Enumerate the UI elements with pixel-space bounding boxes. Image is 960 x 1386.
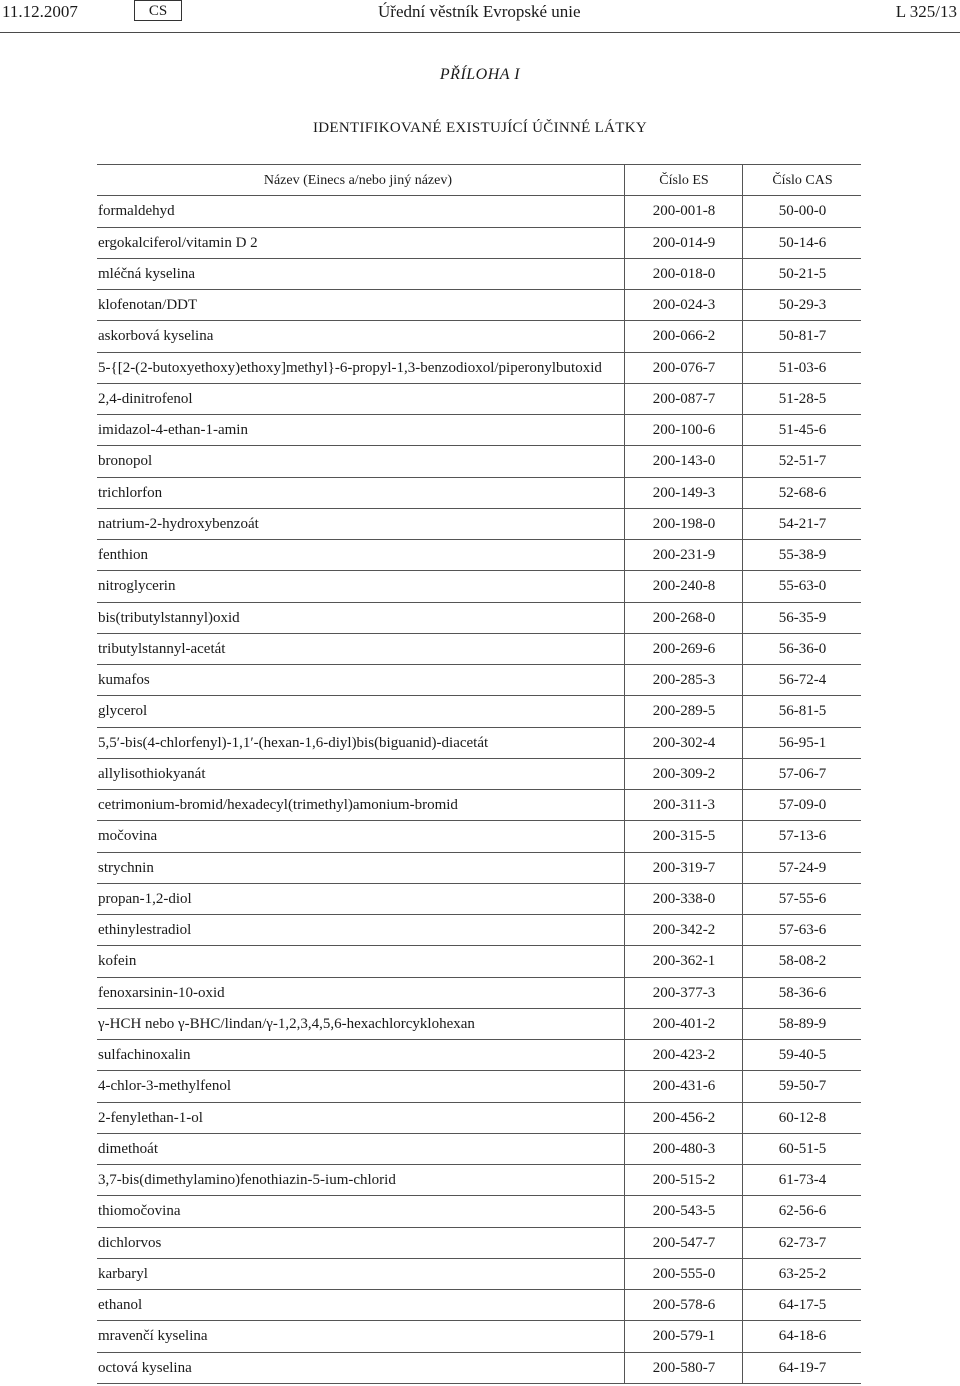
table-row — [97, 1103, 861, 1134]
cas-number: 57-63-6 — [742, 915, 862, 945]
ec-number: 200-543-5 — [624, 1196, 743, 1226]
cas-number: 58-36-6 — [742, 978, 862, 1008]
cas-number: 62-56-6 — [742, 1196, 862, 1226]
ec-number: 200-269-6 — [624, 634, 743, 664]
ec-number: 200-547-7 — [624, 1228, 743, 1258]
substance-name: mravenčí kyselina — [98, 1328, 208, 1345]
ec-number: 200-024-3 — [624, 290, 743, 320]
cas-number: 57-55-6 — [742, 884, 862, 914]
ec-number: 200-087-7 — [624, 384, 743, 414]
cas-number: 50-21-5 — [742, 259, 862, 289]
substance-name: propan-1,2-diol — [98, 890, 192, 907]
substance-name: kumafos — [98, 672, 150, 688]
substance-name: imidazol-4-ethan-1-amin — [98, 422, 248, 438]
cas-number: 56-95-1 — [742, 728, 862, 758]
substance-name: γ-HCH nebo γ-BHC/lindan/γ-1,2,3,4,5,6-hexachlorcyklohexan — [98, 1015, 475, 1032]
page-number: L 325/13 — [895, 2, 957, 21]
substance-name: cetrimonium-bromid/hexadecyl(trimethyl)amonium-bromid — [98, 797, 458, 813]
cas-number: 56-72-4 — [742, 665, 862, 695]
ec-number: 200-480-3 — [624, 1134, 743, 1164]
ec-number: 200-018-0 — [624, 259, 743, 289]
substance-name: mléčná kyselina — [98, 265, 196, 282]
cas-number: 51-03-6 — [742, 353, 862, 383]
table-row — [97, 196, 861, 227]
ec-number: 200-285-3 — [624, 665, 743, 695]
substances-table — [97, 164, 861, 1384]
ec-number: 200-315-5 — [624, 821, 743, 851]
annex-title: PŘÍLOHA I — [439, 66, 521, 83]
substance-name: askorbová kyselina — [98, 328, 214, 345]
table-row — [97, 1071, 861, 1102]
cas-number: 64-19-7 — [742, 1353, 862, 1383]
substance-name: fenthion — [98, 547, 148, 563]
ec-number: 200-362-1 — [624, 946, 743, 976]
substance-name: karbaryl — [98, 1265, 148, 1282]
cas-number: 56-81-5 — [742, 696, 862, 726]
cas-number: 56-35-9 — [742, 603, 862, 633]
ec-number: 200-001-8 — [624, 196, 743, 226]
table-row — [97, 728, 861, 759]
ec-number: 200-014-9 — [624, 228, 743, 258]
ec-number: 200-240-8 — [624, 571, 743, 601]
ec-number: 200-309-2 — [624, 759, 743, 789]
table-row — [97, 790, 861, 821]
substance-name: klofenotan/DDT — [98, 297, 198, 313]
table-row — [97, 415, 861, 446]
ec-number: 200-302-4 — [624, 728, 743, 758]
cas-number: 57-24-9 — [742, 853, 862, 883]
cas-number: 54-21-7 — [742, 509, 862, 539]
ec-number: 200-066-2 — [624, 321, 743, 351]
table-row — [97, 1321, 861, 1352]
ec-number: 200-456-2 — [624, 1103, 743, 1133]
table-row — [97, 821, 861, 852]
cas-number: 58-89-9 — [742, 1009, 862, 1039]
table-row — [97, 478, 861, 509]
table-row — [97, 509, 861, 540]
table-row — [97, 1134, 861, 1165]
cas-number: 50-81-7 — [742, 321, 862, 351]
substance-name: octová kyselina — [98, 1359, 192, 1376]
table-row — [97, 1165, 861, 1196]
table-row — [97, 696, 861, 727]
cas-number: 58-08-2 — [742, 946, 862, 976]
cas-number: 52-51-7 — [742, 446, 862, 476]
table-row — [97, 1259, 861, 1290]
substance-name: kofein — [98, 953, 137, 970]
cas-number: 57-13-6 — [742, 821, 862, 851]
substance-name: dimethoát — [98, 1140, 158, 1157]
table-row — [97, 634, 861, 665]
column-header-name: Název (Einecs a/nebo jiný název) — [263, 173, 452, 188]
ec-number: 200-319-7 — [624, 853, 743, 883]
section-title: IDENTIFIKOVANÉ EXISTUJÍCÍ ÚČINNÉ LÁTKY — [312, 120, 647, 136]
cas-number: 51-28-5 — [742, 384, 862, 414]
ec-number: 200-580-7 — [624, 1353, 743, 1383]
ec-number: 200-289-5 — [624, 696, 743, 726]
table-row — [97, 353, 861, 384]
substance-name: thiomočovina — [98, 1203, 181, 1220]
cas-number: 57-06-7 — [742, 759, 862, 789]
cas-number: 59-40-5 — [742, 1040, 862, 1070]
substance-name: bronopol — [98, 453, 153, 470]
substance-name: močovina — [98, 828, 158, 845]
table-header-row — [97, 165, 861, 196]
table-row — [97, 1228, 861, 1259]
ec-number: 200-268-0 — [624, 603, 743, 633]
ec-number: 200-338-0 — [624, 884, 743, 914]
table-row — [97, 915, 861, 946]
substance-name: tributylstannyl-acetát — [98, 640, 226, 657]
substance-name: 2,4-dinitrofenol — [98, 390, 193, 407]
table-row — [97, 946, 861, 977]
table-row — [97, 1353, 861, 1384]
substance-name: strychnin — [98, 859, 154, 876]
cas-number: 50-14-6 — [742, 228, 862, 258]
cas-number: 52-68-6 — [742, 478, 862, 508]
cas-number: 59-50-7 — [742, 1071, 862, 1101]
table-row — [97, 446, 861, 477]
substance-name: natrium-2-hydroxybenzoát — [98, 515, 259, 532]
table-row — [97, 540, 861, 571]
page-header — [0, 0, 960, 33]
cas-number: 57-09-0 — [742, 790, 862, 820]
cas-number: 56-36-0 — [742, 634, 862, 664]
substance-name: bis(tributylstannyl)oxid — [98, 609, 240, 626]
ec-number: 200-578-6 — [624, 1290, 743, 1320]
cas-number: 64-17-5 — [742, 1290, 862, 1320]
table-row — [97, 384, 861, 415]
substance-name: 2-fenylethan-1-ol — [98, 1109, 203, 1126]
ec-number: 200-377-3 — [624, 978, 743, 1008]
cas-number: 55-63-0 — [742, 571, 862, 601]
ec-number: 200-342-2 — [624, 915, 743, 945]
ec-number: 200-198-0 — [624, 509, 743, 539]
table-row — [97, 759, 861, 790]
substance-name: sulfachinoxalin — [98, 1047, 191, 1063]
table-row — [97, 321, 861, 352]
substance-name: fenoxarsinin-10-oxid — [98, 984, 225, 1001]
table-row — [97, 1290, 861, 1321]
cas-number: 63-25-2 — [742, 1259, 862, 1289]
ec-number: 200-311-3 — [624, 790, 743, 820]
table-row — [97, 1040, 861, 1071]
substance-name: 5,5′-bis(4-chlorfenyl)-1,1′-(hexan-1,6-diyl)bis(biguanid)-diacetát — [98, 734, 489, 751]
ec-number: 200-555-0 — [624, 1259, 743, 1289]
table-row — [97, 603, 861, 634]
cas-number: 60-12-8 — [742, 1103, 862, 1133]
ec-number: 200-515-2 — [624, 1165, 743, 1195]
column-header-es: Číslo ES — [624, 165, 743, 195]
table-row — [97, 290, 861, 321]
substance-name: nitroglycerin — [98, 578, 176, 595]
language-badge: CS — [134, 0, 182, 21]
cas-number: 55-38-9 — [742, 540, 862, 570]
substance-name: allylisothiokyanát — [98, 765, 206, 782]
cas-number: 61-73-4 — [742, 1165, 862, 1195]
substance-name: 3,7-bis(dimethylamino)fenothiazin-5-ium-chlorid — [98, 1172, 396, 1188]
ec-number: 200-431-6 — [624, 1071, 743, 1101]
substance-name: 5-{[2-(2-butoxyethoxy)ethoxy]methyl}-6-propyl-1,3-benzodioxol/piperonylbutoxid — [98, 359, 602, 376]
journal-title: Úřední věstník Evropské unie — [378, 2, 581, 21]
substance-name: ethanol — [98, 1297, 143, 1313]
ec-number: 200-143-0 — [624, 446, 743, 476]
ec-number: 200-231-9 — [624, 540, 743, 570]
publication-date: 11.12.2007 — [2, 2, 78, 21]
cas-number: 62-73-7 — [742, 1228, 862, 1258]
table-row — [97, 665, 861, 696]
substance-name: ethinylestradiol — [98, 922, 192, 938]
table-row — [97, 228, 861, 259]
table-row — [97, 884, 861, 915]
table-row — [97, 1196, 861, 1227]
substance-name: 4-chlor-3-methylfenol — [98, 1078, 231, 1095]
substance-name: trichlorfon — [98, 484, 163, 501]
cas-number: 50-29-3 — [742, 290, 862, 320]
ec-number: 200-149-3 — [624, 478, 743, 508]
cas-number: 64-18-6 — [742, 1321, 862, 1351]
ec-number: 200-401-2 — [624, 1009, 743, 1039]
ec-number: 200-100-6 — [624, 415, 743, 445]
substance-name: dichlorvos — [98, 1234, 162, 1251]
ec-number: 200-423-2 — [624, 1040, 743, 1070]
table-row — [97, 259, 861, 290]
table-row — [97, 853, 861, 884]
table-row — [97, 1009, 861, 1040]
cas-number: 60-51-5 — [742, 1134, 862, 1164]
cas-number: 51-45-6 — [742, 415, 862, 445]
substance-name: glycerol — [98, 703, 148, 720]
column-header-cas: Číslo CAS — [742, 165, 862, 195]
ec-number: 200-579-1 — [624, 1321, 743, 1351]
cas-number: 50-00-0 — [742, 196, 862, 226]
table-row — [97, 571, 861, 602]
substance-name: ergokalciferol/vitamin D 2 — [98, 234, 258, 251]
ec-number: 200-076-7 — [624, 353, 743, 383]
substance-name: formaldehyd — [98, 203, 175, 220]
table-body — [97, 196, 861, 1384]
table-row — [97, 978, 861, 1009]
